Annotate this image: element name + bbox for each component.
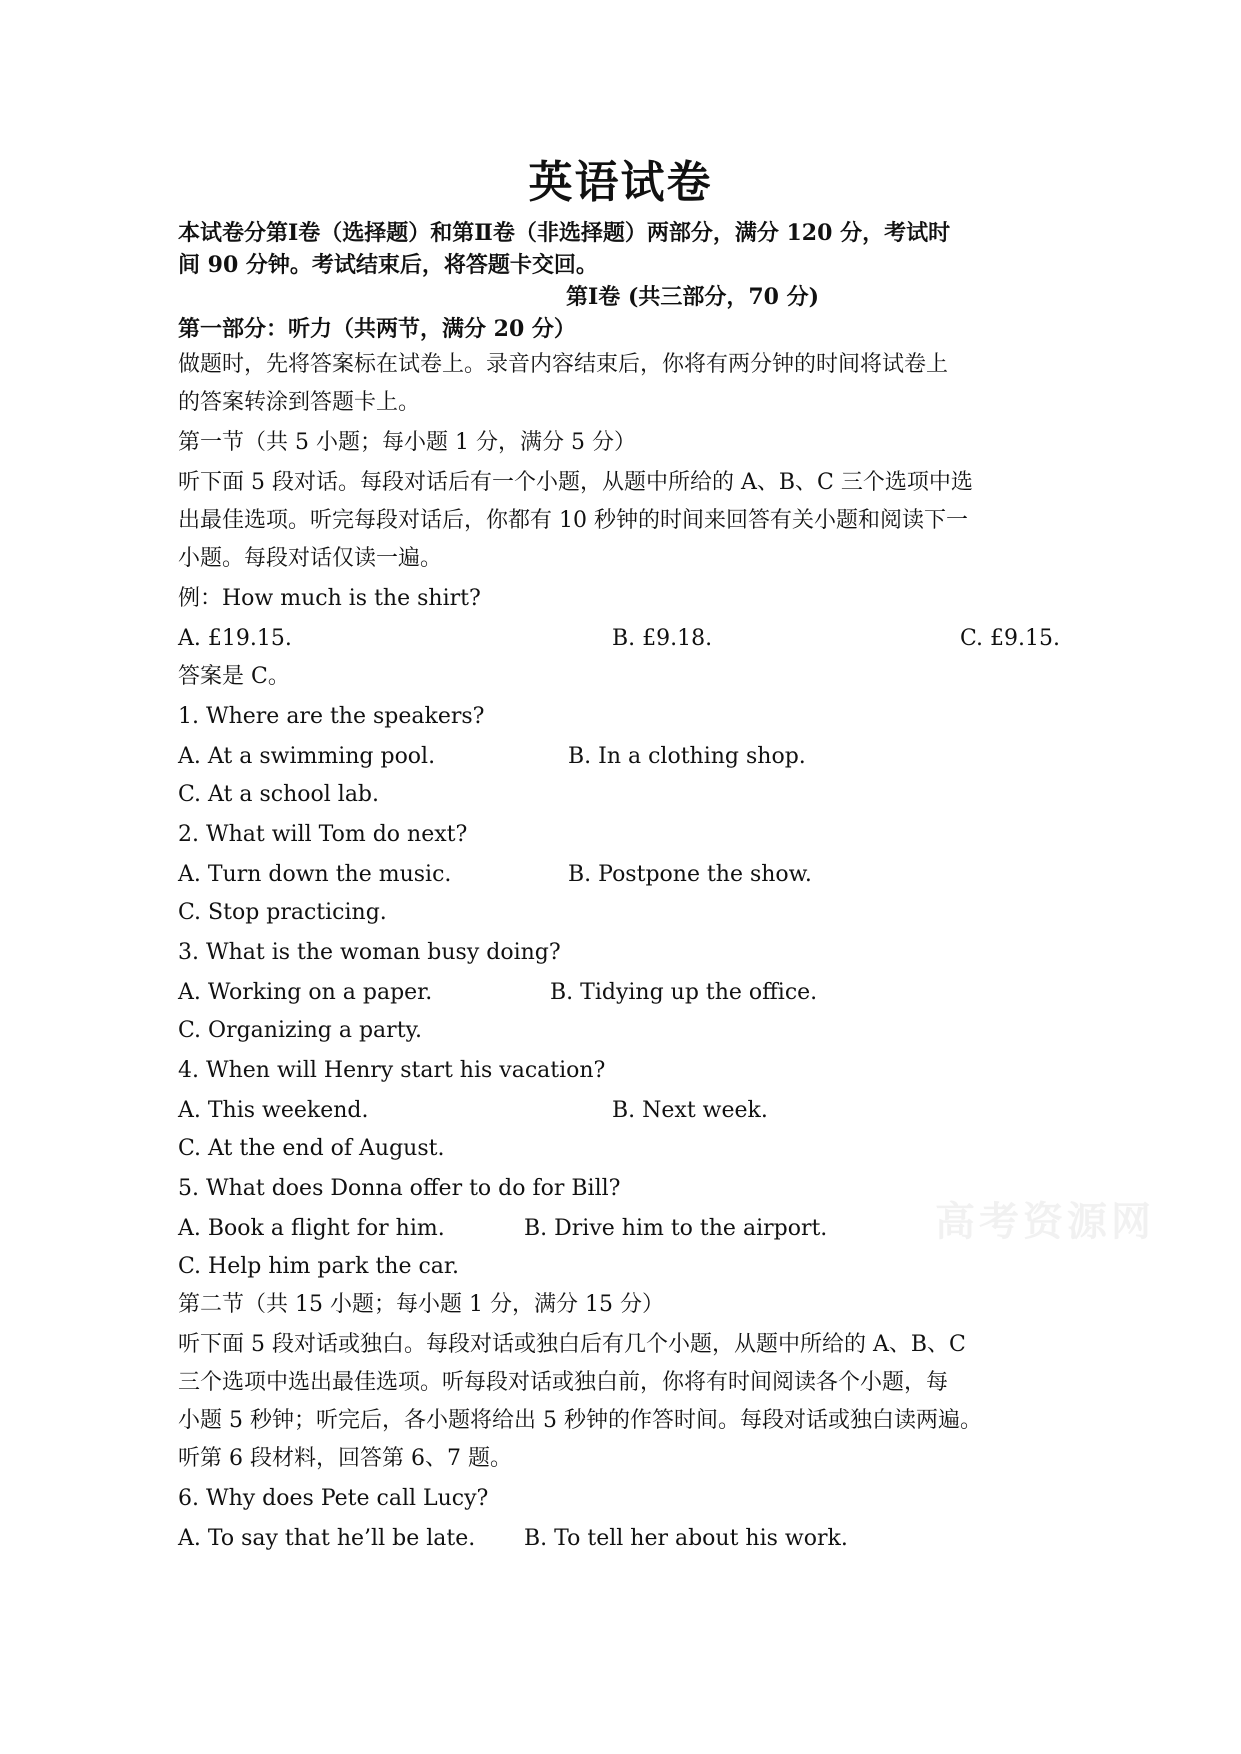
question-5-option-b: B. Drive him to the airport.	[524, 1216, 828, 1241]
section2-material-note: 听第 6 段材料，回答第 6、7 题。	[178, 1446, 512, 1471]
example-answer: 答案是 C。	[178, 664, 290, 689]
part1-instruction-line-2: 的答案转涂到答题卡上。	[178, 390, 421, 415]
question-6: 6. Why does Pete call Lucy?	[178, 1486, 489, 1511]
example-option-b: B. £9.18.	[612, 626, 713, 651]
question-1-option-c: C. At a school lab.	[178, 782, 380, 807]
question-4-option-c: C. At the end of August.	[178, 1136, 445, 1161]
question-4-option-a: A. This weekend.	[178, 1098, 369, 1123]
volume1-heading: 第Ⅰ卷 (共三部分，70 分)	[566, 284, 820, 310]
question-1-option-b: B. In a clothing shop.	[568, 744, 806, 769]
question-3-option-a: A. Working on a paper.	[178, 980, 433, 1005]
question-2-option-c: C. Stop practicing.	[178, 900, 387, 925]
question-2-option-a: A. Turn down the music.	[178, 862, 452, 887]
page-title: 英语试卷	[528, 157, 713, 208]
section2-instruction-line-1: 听下面 5 段对话或独白。每段对话或独白后有几个小题，从题中所给的 A、B、C	[178, 1332, 966, 1357]
question-3: 3. What is the woman busy doing?	[178, 940, 561, 965]
example-option-a: A. £19.15.	[178, 626, 292, 651]
question-3-option-b: B. Tidying up the office.	[550, 980, 818, 1005]
watermark: 高考资源网	[935, 1198, 1155, 1245]
part1-instruction-line-1: 做题时，先将答案标在试卷上。录音内容结束后，你将有两分钟的时间将试卷上	[178, 352, 949, 377]
section1-heading: 第一节（共 5 小题；每小题 1 分，满分 5 分）	[178, 430, 636, 455]
section1-instruction-line-3: 小题。每段对话仅读一遍。	[178, 546, 443, 571]
question-1-option-a: A. At a swimming pool.	[178, 744, 436, 769]
question-2: 2. What will Tom do next?	[178, 822, 468, 847]
question-5-option-c: C. Help him park the car.	[178, 1254, 460, 1279]
section2-instruction-line-3: 小题 5 秒钟；听完后，各小题将给出 5 秒钟的作答时间。每段对话或独白读两遍。	[178, 1408, 982, 1433]
question-4-option-b: B. Next week.	[612, 1098, 768, 1123]
section2-instruction-line-2: 三个选项中选出最佳选项。听每段对话或独白前，你将有时间阅读各个小题，每	[178, 1370, 949, 1395]
section1-instruction-line-1: 听下面 5 段对话。每段对话后有一个小题，从题中所给的 A、B、C 三个选项中选	[178, 470, 973, 495]
question-1: 1. Where are the speakers?	[178, 704, 485, 729]
example-question: 例：How much is the shirt?	[178, 586, 481, 611]
question-5: 5. What does Donna offer to do for Bill?	[178, 1176, 621, 1201]
question-6-option-b: B. To tell her about his work.	[524, 1526, 848, 1551]
question-5-option-a: A. Book a flight for him.	[178, 1216, 445, 1241]
question-3-option-c: C. Organizing a party.	[178, 1018, 423, 1043]
question-2-option-b: B. Postpone the show.	[568, 862, 812, 887]
section1-instruction-line-2: 出最佳选项。听完每段对话后，你都有 10 秒钟的时间来回答有关小题和阅读下一	[178, 508, 968, 533]
intro-line-1: 本试卷分第Ⅰ卷（选择题）和第Ⅱ卷（非选择题）两部分，满分 120 分，考试时	[178, 220, 951, 246]
example-option-c: C. £9.15.	[960, 626, 1061, 651]
intro-line-2: 间 90 分钟。考试结束后，将答题卡交回。	[178, 252, 598, 278]
question-6-option-a: A. To say that he’ll be late.	[178, 1526, 476, 1551]
section2-heading: 第二节（共 15 小题；每小题 1 分，满分 15 分）	[178, 1292, 664, 1317]
part1-heading: 第一部分：听力（共两节，满分 20 分）	[178, 316, 576, 342]
question-4: 4. When will Henry start his vacation?	[178, 1058, 606, 1083]
